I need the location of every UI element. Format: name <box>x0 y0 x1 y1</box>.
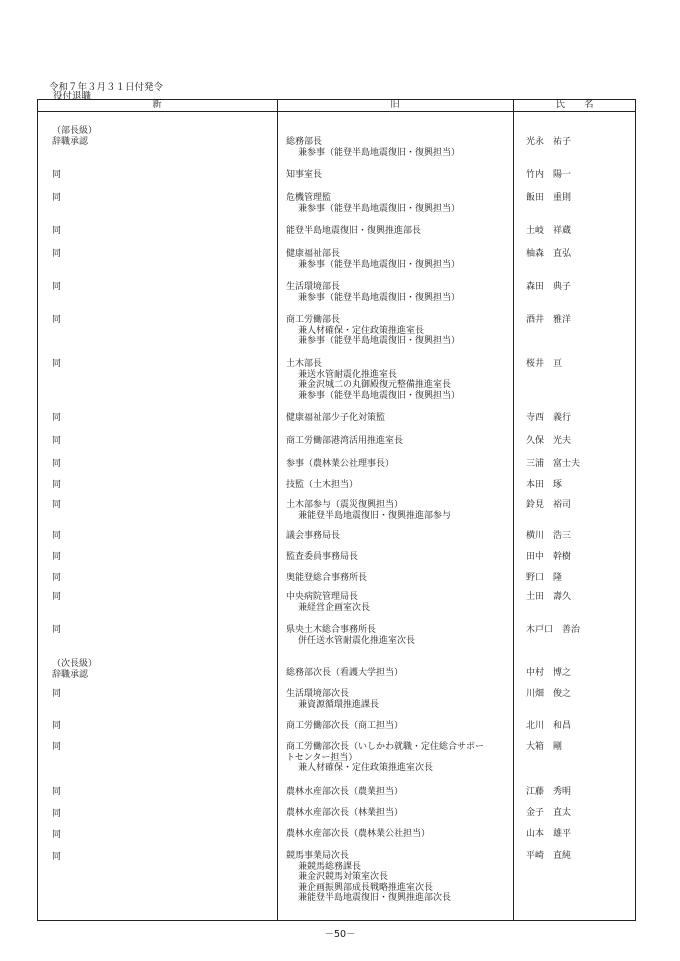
row-old-position: 土木部参与（震災復興担当） 兼能登半島地震復旧・復興推進部参与 <box>286 500 452 521</box>
row-old-position: 中央病院管理局長 兼経営企画室次長 <box>286 592 371 613</box>
row-old-position: 競馬事業局次長 兼競馬総務課長 兼金沢競馬対策室次長 兼企画振興部成長戦略推進室次長 兼能登半島地震復旧・復興推進部次長 <box>286 851 452 904</box>
row-name: 森田 典子 <box>526 282 572 292</box>
row-name: 鈴見 裕司 <box>526 500 572 510</box>
row-action: 同 <box>52 170 62 180</box>
group-label: （部長級） <box>52 126 98 136</box>
issue-date: 令和７年３月３１日付発令 <box>49 82 164 93</box>
row-action: 同 <box>52 282 62 292</box>
row-old-position: 商工労働部港湾活用推進室長 <box>286 436 404 446</box>
row-old-position: 奥能登総合事務所長 <box>286 573 368 583</box>
row-name: 横川 浩三 <box>526 531 572 541</box>
row-action: 同 <box>52 193 62 203</box>
row-name: 金子 直太 <box>526 808 572 818</box>
row-old-position: 農林水産部次長（農業担当） <box>286 787 404 797</box>
row-name: 寺西 義行 <box>526 413 572 423</box>
row-action: 同 <box>52 573 62 583</box>
row-action: 同 <box>52 552 62 562</box>
row-action: 同 <box>52 592 62 602</box>
row-name: 大箱 剛 <box>526 742 563 752</box>
row-action: 同 <box>52 721 62 731</box>
row-action: 同 <box>52 742 62 752</box>
row-name: 桜井 亘 <box>526 359 563 369</box>
row-action: 同 <box>52 315 62 325</box>
row-name: 土岐 祥蔵 <box>526 226 572 236</box>
row-name: 江藤 秀明 <box>526 787 572 797</box>
row-old-position: 総務部次長（看護大学担当） <box>286 668 404 678</box>
row-old-position: 参事（農林業公社理事長） <box>286 459 395 469</box>
row-old-position: 県央土木総合事務所長 併任送水管耐震化推進室次長 <box>286 625 416 646</box>
row-name: 柚森 直弘 <box>526 249 572 259</box>
row-old-position: 商工労働部次長（商工担当） <box>286 721 404 731</box>
row-old-position: 技監（土木担当） <box>286 480 359 490</box>
row-old-position: 生活環境部長 兼参事（能登半島地震復旧・復興担当） <box>286 282 461 303</box>
row-old-position: 知事室長 <box>286 170 323 180</box>
column-divider <box>513 99 514 921</box>
row-old-position: 商工労働部次長（いしかわ就職・定住総合サポー トセンター担当） 兼人材確保・定住政策推進室次長 <box>286 742 485 774</box>
row-name: 本田 琢 <box>526 480 563 490</box>
row-name: 土田 壽久 <box>526 592 572 602</box>
row-old-position: 能登半島地震復旧・復興推進部長 <box>286 226 422 236</box>
column-divider <box>277 99 278 921</box>
row-name: 平崎 直純 <box>526 851 572 861</box>
row-action: 同 <box>52 249 62 259</box>
row-action: 辞職承認 <box>52 137 89 147</box>
row-old-position: 健康福祉部長 兼参事（能登半島地震復旧・復興担当） <box>286 249 461 270</box>
row-name: 田中 幹樹 <box>526 552 572 562</box>
row-action: 辞職承認 <box>52 670 89 680</box>
row-old-position: 総務部長 兼参事（能登半島地震復旧・復興担当） <box>286 137 461 158</box>
row-action: 同 <box>52 625 62 635</box>
row-old-position: 農林水産部次長（農林業公社担当） <box>286 829 431 839</box>
row-name: 木戸口 善治 <box>526 625 581 635</box>
row-old-position: 商工労働部長 兼人材確保・定住政策推進室長 兼参事（能登半島地震復旧・復興担当） <box>286 315 461 347</box>
row-action: 同 <box>52 500 62 510</box>
row-action: 同 <box>52 436 62 446</box>
column-header-old: 旧 <box>277 99 513 112</box>
column-header-name: 氏 名 <box>513 99 636 112</box>
row-action: 同 <box>52 480 62 490</box>
row-name: 中村 博之 <box>526 668 572 678</box>
row-name: 久保 光夫 <box>526 436 572 446</box>
row-action: 同 <box>52 531 62 541</box>
row-action: 同 <box>52 830 62 840</box>
row-old-position: 土木部長 兼送水管耐震化推進室長 兼金沢城二の丸御殿復元整備推進室長 兼参事（能登半島地震復旧・復興担当） <box>286 359 461 401</box>
row-name: 山本 雄平 <box>526 829 572 839</box>
column-header-new: 新 <box>37 99 277 112</box>
row-action: 同 <box>52 226 62 236</box>
page-number: －50－ <box>324 929 356 940</box>
row-action: 同 <box>52 359 62 369</box>
row-action: 同 <box>52 787 62 797</box>
group-label: （次長級） <box>52 659 98 669</box>
row-action: 同 <box>52 459 62 469</box>
row-action: 同 <box>52 413 62 423</box>
row-name: 川畑 俊之 <box>526 689 572 699</box>
row-name: 野口 隆 <box>526 573 563 583</box>
row-name: 酒井 雅洋 <box>526 315 572 325</box>
row-old-position: 議会事務局長 <box>286 531 341 541</box>
row-old-position: 危機管理監 兼参事（能登半島地震復旧・復興担当） <box>286 193 461 214</box>
row-old-position: 健康福祉部少子化対策監 <box>286 413 386 423</box>
section-title: 役付退職 <box>53 91 92 102</box>
row-old-position: 監査委員事務局長 <box>286 552 359 562</box>
row-name: 飯田 重則 <box>526 193 572 203</box>
row-old-position: 農林水産部次長（林業担当） <box>286 808 404 818</box>
row-name: 三浦 富士夫 <box>526 459 581 469</box>
row-name: 光永 祐子 <box>526 137 572 147</box>
row-old-position: 生活環境部次長 兼資源循環推進課長 <box>286 689 380 710</box>
row-action: 同 <box>52 852 62 862</box>
row-name: 北川 和昌 <box>526 721 572 731</box>
row-action: 同 <box>52 809 62 819</box>
row-action: 同 <box>52 689 62 699</box>
row-name: 竹内 陽一 <box>526 170 572 180</box>
